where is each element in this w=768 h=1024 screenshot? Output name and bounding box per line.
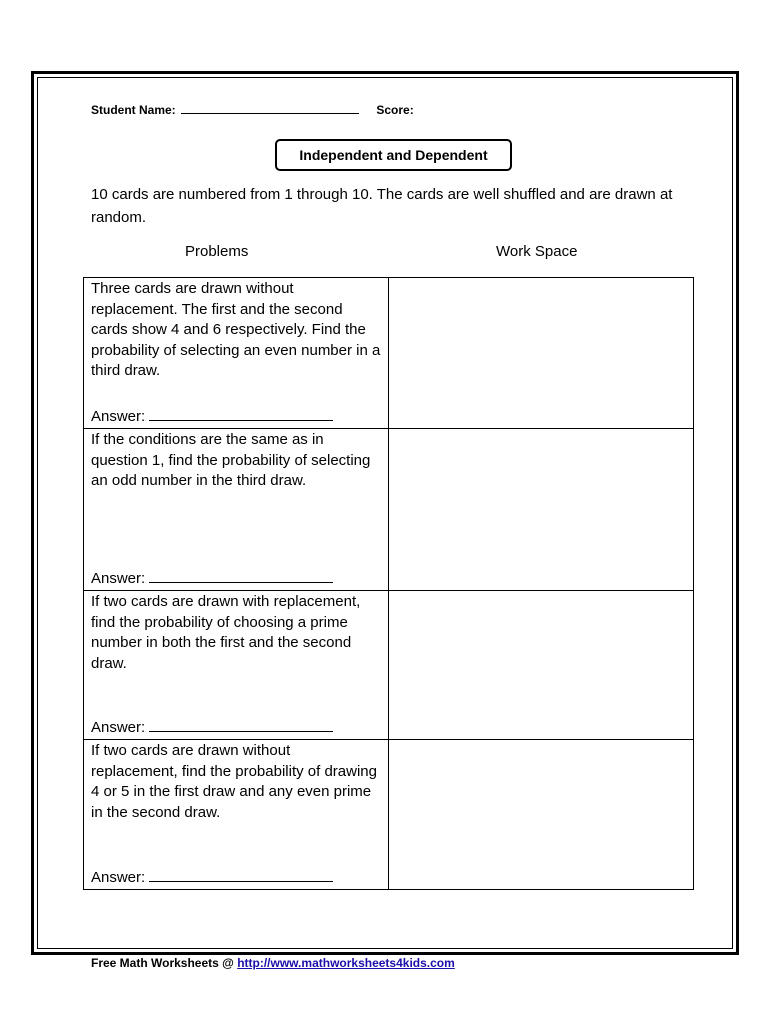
answer-blank[interactable] — [149, 568, 333, 583]
answer-line — [91, 406, 333, 427]
work-space-cell[interactable] — [389, 591, 694, 740]
work-space-cell[interactable] — [389, 740, 694, 890]
worksheet-title-text: Independent and Dependent — [299, 147, 488, 163]
problem-cell — [84, 740, 389, 890]
answer-line — [91, 717, 333, 738]
table-row — [84, 278, 694, 429]
student-name-label: Student Name: — [91, 103, 176, 117]
student-name-blank[interactable] — [181, 101, 359, 114]
problems-column-header: Problems — [185, 243, 249, 260]
footer — [91, 956, 455, 970]
work-space-cell[interactable] — [389, 278, 694, 429]
problem-text: If the conditions are the same as in question 1, find the probability of selecting an odd number in the third draw. — [91, 431, 371, 489]
footer-link[interactable]: http://www.mathworksheets4kids.com — [237, 956, 455, 970]
work-space-column-header: Work Space — [496, 243, 578, 260]
answer-blank[interactable] — [149, 717, 333, 732]
intro-text: 10 cards are numbered from 1 through 10. The cards are well shuffled and are drawn at random. — [91, 186, 673, 226]
student-info-row — [91, 101, 414, 117]
problem-text: If two cards are drawn with replacement, find the probability of choosing a prime number in both the first and the second draw. — [91, 593, 361, 672]
work-space-cell[interactable] — [389, 429, 694, 591]
answer-label: Answer: — [91, 570, 146, 587]
score-label: Score: — [376, 103, 414, 117]
answer-blank[interactable] — [149, 867, 333, 882]
answer-line — [91, 867, 333, 888]
table-row — [84, 740, 694, 890]
table-row — [84, 591, 694, 740]
problem-text: If two cards are drawn without replacement, find the probability of drawing 4 or 5 in the first draw and any even prime in the second draw. — [91, 742, 377, 821]
answer-label: Answer: — [91, 869, 146, 886]
problem-text: Three cards are drawn without replacement. The first and the second cards show 4 and 6 respectively. Find the probability of selecting an even number in a third draw. — [91, 280, 381, 379]
table-row — [84, 429, 694, 591]
problems-table — [83, 277, 694, 890]
worksheet-title — [275, 139, 512, 171]
answer-label: Answer: — [91, 719, 146, 736]
answer-label: Answer: — [91, 408, 146, 425]
answer-blank[interactable] — [149, 406, 333, 421]
answer-line — [91, 568, 333, 589]
problem-cell — [84, 278, 389, 429]
problem-cell — [84, 591, 389, 740]
problem-cell — [84, 429, 389, 591]
footer-prefix: Free Math Worksheets @ — [91, 956, 238, 970]
